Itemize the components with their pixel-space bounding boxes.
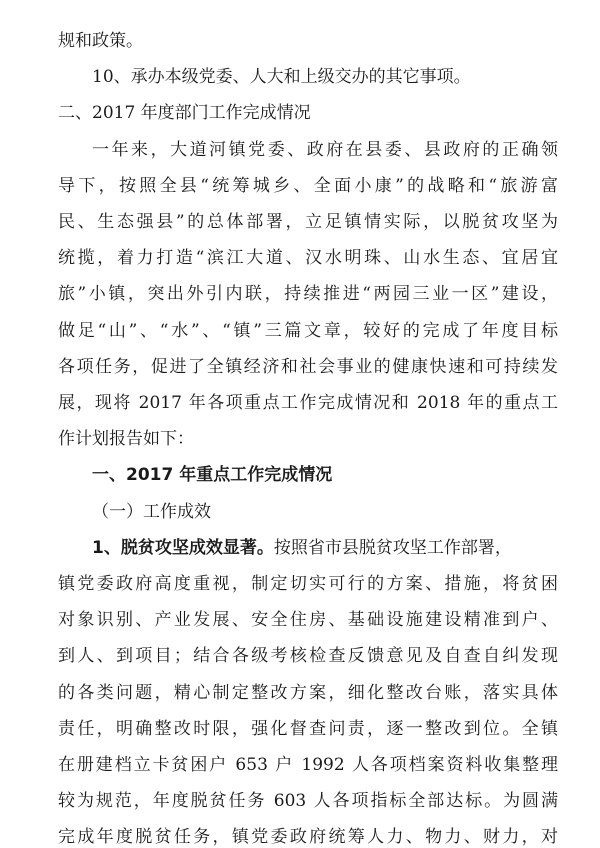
- paragraph-first-line: [92, 537, 558, 559]
- paragraph-line: 作计划报告如下：: [58, 429, 194, 450]
- bold-lead: 1、脱贫攻坚成效显著。: [92, 537, 274, 558]
- list-item-10: 10、承办本级党委、人大和上级交办的其它事项。: [92, 67, 471, 88]
- paragraph-line: 较为规范，年度脱贫任务 603 人各项指标全部达标。为圆满: [58, 791, 558, 812]
- paragraph-line: 民、生态强县”的总体部署，立足镇情实际，以脱贫攻坚为: [58, 212, 558, 232]
- paragraph-line: 对象识别、产业发展、安全住房、基础设施建设精准到户、: [58, 610, 558, 631]
- body-line: 规和政策。: [58, 31, 143, 51]
- paragraph-line: 责任，明确整改时限，强化督查问责，逐一整改到位。全镇: [58, 718, 558, 739]
- paragraph-line: 完成年度脱贫任务，镇党委政府统筹人力、物力、财力，对: [58, 827, 558, 848]
- paragraph-line: 各项任务，促进了全镇经济和社会事业的健康快速和可持续发: [58, 356, 558, 377]
- paragraph-line: 到人、到项目；结合各级考核检查反馈意见及自查自纠发现: [58, 646, 558, 667]
- paragraph-line: 展，现将 2017 年各项重点工作完成情况和 2018 年的重点工: [58, 393, 558, 413]
- section-heading: 二、2017 年度部门工作完成情况: [58, 103, 311, 124]
- paragraph-line: 导下，按照全县“统筹城乡、全面小康”的战略和“旅游富: [58, 175, 558, 196]
- heading-level-1: 一、2017 年重点工作完成情况: [92, 465, 333, 486]
- paragraph-line: 的各类问题，精心制定整改方案，细化整改台账，落实具体: [58, 682, 558, 703]
- paragraph-line: 做足“山”、“水”、“镇”三篇文章，较好的完成了年度目标: [58, 320, 558, 341]
- paragraph-line: 统揽，着力打造“滨江大道、汉水明珠、山水生态、宜居宜: [58, 248, 558, 269]
- paragraph-line: 在册建档立卡贫困户 653 户 1992 人各项档案资料收集整理: [58, 755, 558, 775]
- lead-continuation: 按照省市县脱贫攻坚工作部署，: [273, 537, 512, 558]
- heading-level-2: （一）工作成效: [92, 501, 211, 522]
- paragraph-line: 一年来，大道河镇党委、政府在县委、县政府的正确领: [92, 139, 558, 160]
- paragraph-line: 镇党委政府高度重视，制定切实可行的方案、措施，将贫困: [58, 574, 558, 594]
- paragraph-line: 旅”小镇，突出外引内联，持续推进“两园三业一区”建设，: [58, 284, 558, 305]
